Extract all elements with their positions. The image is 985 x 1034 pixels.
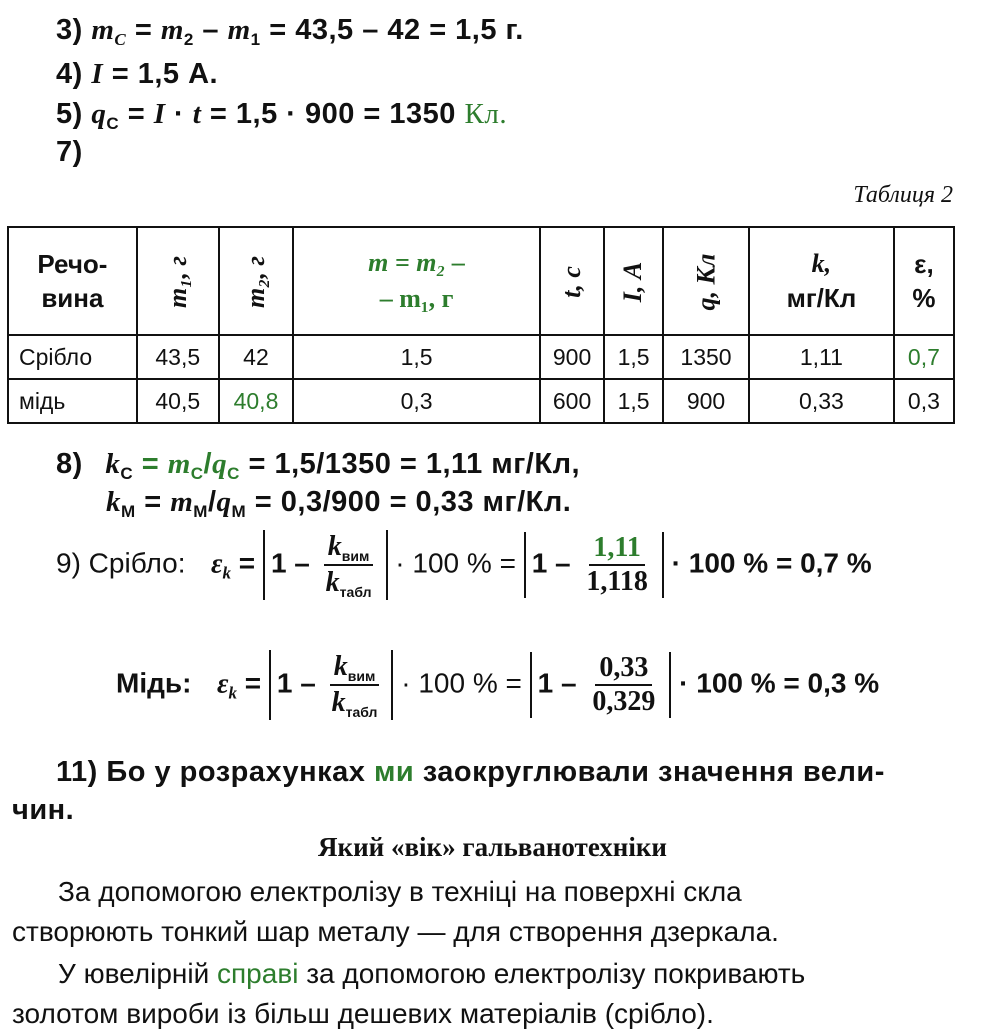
op: / xyxy=(203,448,213,480)
table-header-row xyxy=(8,227,954,335)
numerator xyxy=(324,530,374,566)
header-text: k, xyxy=(811,249,832,278)
var-k: k xyxy=(327,531,342,562)
cell-t: 900 xyxy=(540,335,604,379)
var-m2: m xyxy=(160,14,184,46)
header-i xyxy=(604,227,663,335)
header-text: m₁, г xyxy=(162,255,192,308)
sub: k xyxy=(228,683,237,703)
numerator: 0,33 xyxy=(595,652,652,686)
solution-line-8b xyxy=(106,484,571,530)
text: заокруглювали значення вели- xyxy=(414,756,885,788)
fraction xyxy=(588,652,659,718)
var-k: k xyxy=(333,651,348,682)
sub: С xyxy=(114,30,127,49)
result: · 100 % = 0,7 % xyxy=(671,547,872,579)
numerator: 1,11 xyxy=(589,532,644,566)
header-text: мг/Кл xyxy=(786,283,857,313)
step-number: 4) xyxy=(56,58,83,90)
op: · xyxy=(165,98,193,130)
cell-i: 1,5 xyxy=(604,379,663,423)
var-k: k xyxy=(106,486,121,518)
abs-bracket xyxy=(269,650,394,720)
cell-m1: 40,5 xyxy=(137,379,219,423)
eq: = xyxy=(126,14,161,46)
abs-bracket xyxy=(263,530,388,600)
expr: = 43,5 – 42 = 1,5 г. xyxy=(260,14,524,46)
sub: k xyxy=(222,563,232,583)
solution-line-11-cont xyxy=(12,792,74,828)
cell-m2: 42 xyxy=(219,335,293,379)
var-i: I xyxy=(153,98,166,130)
text: За допомогою електролізу в техніці на поверхні скла xyxy=(58,876,742,907)
op: / xyxy=(207,486,217,518)
step-number: 7) xyxy=(56,136,83,168)
cell-q: 1350 xyxy=(663,335,749,379)
header-text: I, А xyxy=(618,261,648,302)
sub: табл xyxy=(345,704,378,720)
var-m: m xyxy=(91,14,115,46)
cell-eps: 0,7 xyxy=(894,335,954,379)
denominator: 0,329 xyxy=(592,686,656,717)
var-i: I xyxy=(91,58,104,90)
abs-bracket xyxy=(524,532,664,598)
header-m1 xyxy=(137,227,219,335)
eq: = xyxy=(236,667,269,699)
expr: · 100 % = xyxy=(395,547,524,579)
denominator xyxy=(328,686,382,720)
text: золотом вироби із більш дешевих матеріалів (срібло). xyxy=(12,998,714,1029)
cell-m1: 43,5 xyxy=(137,335,219,379)
expr: = 0,3/900 = 0,33 мг/Кл. xyxy=(246,486,572,518)
sub: вим xyxy=(347,668,376,684)
denominator: 1,118 xyxy=(586,566,648,597)
error-formula-copper xyxy=(116,650,879,720)
eq: = xyxy=(135,486,171,518)
header-text: t, с xyxy=(557,265,587,298)
header-text: m₂, г xyxy=(240,255,270,308)
sub: М xyxy=(231,502,247,521)
sub: М xyxy=(121,502,136,521)
header-m xyxy=(293,227,540,335)
var-t: t xyxy=(192,98,202,130)
text: створюють тонкий шар металу — для створення дзеркала. xyxy=(12,916,779,947)
eq: = xyxy=(119,98,154,130)
var-q: q xyxy=(91,98,107,130)
abs-bracket xyxy=(530,652,672,718)
sub: вим xyxy=(341,548,370,564)
header-text: % xyxy=(912,283,936,313)
text: ми xyxy=(373,756,415,788)
sub: С xyxy=(106,114,120,133)
solution-line-3 xyxy=(56,12,524,58)
header-text: ε, xyxy=(914,249,934,279)
fraction xyxy=(322,530,376,600)
expr: = 1,5 А. xyxy=(103,58,219,90)
formula-label: 9) Срібло: xyxy=(56,547,186,579)
table-row xyxy=(8,335,954,379)
unit: Кл. xyxy=(464,98,508,130)
sub: табл xyxy=(339,584,372,600)
cell-substance: Срібло xyxy=(8,335,137,379)
var-q: q xyxy=(212,448,228,480)
var-m: m xyxy=(170,486,194,518)
fraction xyxy=(582,532,651,598)
text: справі xyxy=(217,958,299,989)
text: за допомогою електролізу покривають xyxy=(298,958,806,989)
header-m2 xyxy=(219,227,293,335)
solution-line-5 xyxy=(56,96,507,142)
table-caption: Таблиця 2 xyxy=(853,182,953,208)
cell-q: 900 xyxy=(663,379,749,423)
cell-m2: 40,8 xyxy=(219,379,293,423)
sub: 2 xyxy=(183,30,194,49)
text: 11) Бо у розрахунках xyxy=(56,756,374,788)
cell-m: 0,3 xyxy=(293,379,540,423)
numerator xyxy=(330,650,380,686)
paragraph-2 xyxy=(12,954,962,1034)
cell-eps: 0,3 xyxy=(894,379,954,423)
expr: 1 – xyxy=(531,547,571,579)
sub: С xyxy=(120,464,134,483)
solution-line-11 xyxy=(56,754,885,790)
cell-k: 1,11 xyxy=(749,335,894,379)
expr: 1 – xyxy=(276,667,316,699)
header-substance: Речо- вина xyxy=(8,227,137,335)
solution-line-4 xyxy=(56,56,218,92)
eq: = xyxy=(133,448,168,480)
header-text: – m₁, г xyxy=(379,284,454,313)
step-number: 5) xyxy=(56,98,83,130)
fraction xyxy=(328,650,382,720)
var-k: k xyxy=(325,567,340,598)
expr: 1 – xyxy=(270,547,310,579)
expr: 1 – xyxy=(537,667,577,699)
solution-line-7 xyxy=(56,134,83,170)
header-eps xyxy=(894,227,954,335)
step-number: 8) xyxy=(56,448,83,480)
step-number: 3) xyxy=(56,14,83,46)
eq: = xyxy=(231,547,263,579)
results-table xyxy=(7,226,955,424)
result: · 100 % = 0,3 % xyxy=(679,667,880,699)
header-t xyxy=(540,227,604,335)
sub: С xyxy=(190,464,204,483)
table-row xyxy=(8,379,954,423)
cell-t: 600 xyxy=(540,379,604,423)
var-k: k xyxy=(105,448,121,480)
expr: = 1,5/1350 = 1,11 мг/Кл, xyxy=(239,448,581,480)
var-m1: m xyxy=(227,14,251,46)
text: чин. xyxy=(12,794,75,826)
cell-k: 0,33 xyxy=(749,379,894,423)
var-m: m xyxy=(167,448,191,480)
header-k xyxy=(749,227,894,335)
formula-label: Мідь: xyxy=(116,667,192,699)
cell-m: 1,5 xyxy=(293,335,540,379)
sub: С xyxy=(227,464,240,483)
cell-i: 1,5 xyxy=(604,335,663,379)
expr: = 1,5 · 900 = 1350 xyxy=(201,98,465,130)
denominator xyxy=(322,566,376,600)
header-text: m = m₂ – xyxy=(368,248,465,277)
header-text: q, Кл xyxy=(691,253,721,310)
var-k: k xyxy=(331,687,346,718)
paragraph-1 xyxy=(12,872,962,952)
header-q xyxy=(663,227,749,335)
text: У ювелірній xyxy=(58,958,218,989)
var-eps: ε xyxy=(211,548,223,580)
var-eps: ε xyxy=(216,668,229,700)
section-heading: Який «вік» гальванотехніки xyxy=(318,832,667,862)
expr: · 100 % = xyxy=(401,667,530,699)
var-q: q xyxy=(216,486,232,518)
op: – xyxy=(193,14,228,46)
sub: М xyxy=(193,502,208,521)
cell-substance: мідь xyxy=(8,379,137,423)
error-formula-silver xyxy=(56,530,872,600)
sub: 1 xyxy=(250,30,261,49)
